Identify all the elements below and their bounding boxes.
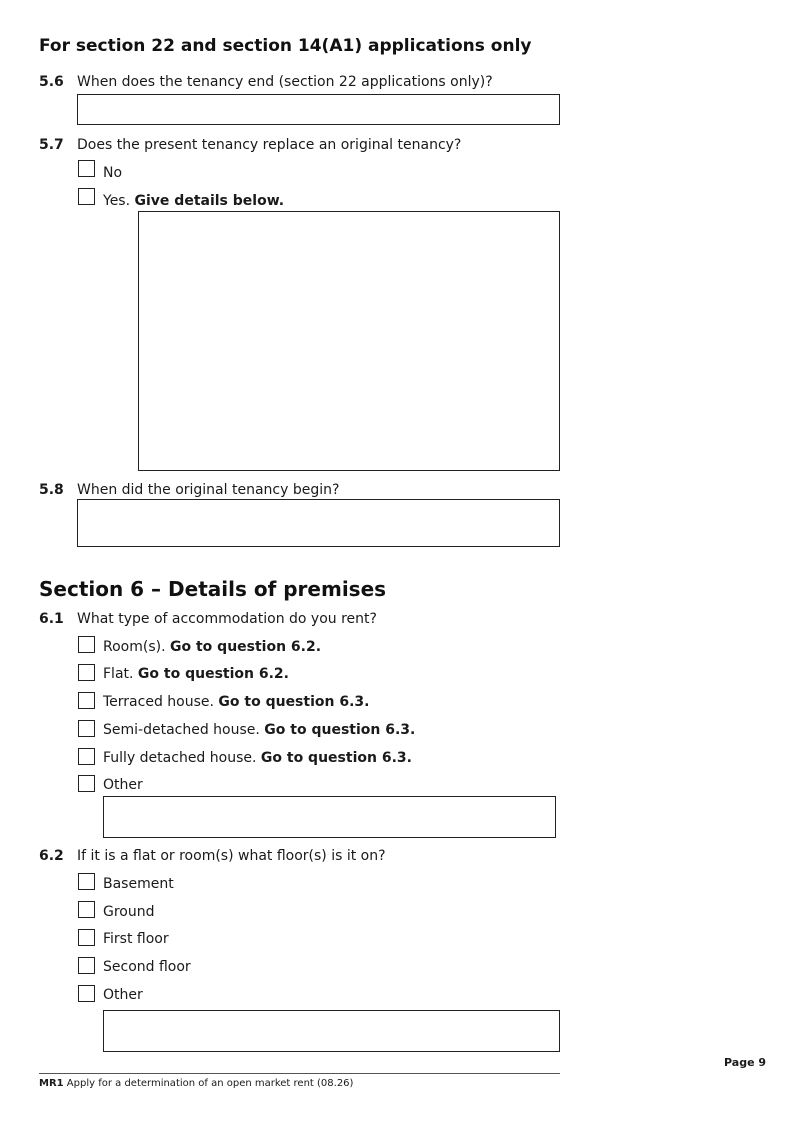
question-text-5-6: When does the tenancy end (section 22 applications only)? [77,74,493,90]
floor-other-checkbox[interactable] [78,985,95,1002]
floor-ground-checkbox[interactable] [78,901,95,918]
floor-second-label: Second floor [103,959,191,975]
accommodation-flat-label [103,666,289,682]
accommodation-rooms-label [103,639,321,655]
accommodation-other-label [103,777,143,793]
footer [39,1078,353,1089]
accommodation-semi-detached-label [103,722,415,738]
footer-form-code: MR1 [39,1078,64,1089]
option-label: Semi-detached house. [103,722,260,738]
question-text-5-7: Does the present tenancy replace an original tenancy? [77,137,462,153]
accommodation-flat-checkbox[interactable] [78,664,95,681]
accommodation-detached-label [103,750,412,766]
accommodation-other-checkbox[interactable] [78,775,95,792]
footer-form-title: Apply for a determination of an open market rent (08.26) [66,1078,354,1089]
question-number-6-1: 6.1 [39,611,64,627]
accommodation-terraced-checkbox[interactable] [78,692,95,709]
question-text-6-2: If it is a flat or room(s) what floor(s) is it on? [77,848,386,864]
tenancy-end-date-field[interactable] [77,94,560,125]
accommodation-rooms-checkbox[interactable] [78,636,95,653]
option-instruction: Go to question 6.2. [170,639,322,655]
original-tenancy-start-field[interactable] [77,499,560,547]
option-instruction: Go to question 6.3. [218,694,370,710]
subsection-heading: For section 22 and section 14(A1) applications only [39,36,532,56]
accommodation-detached-checkbox[interactable] [78,748,95,765]
accommodation-terraced-label [103,694,369,710]
question-number-5-8: 5.8 [39,482,64,498]
question-number-6-2: 6.2 [39,848,64,864]
option-label: Yes. [103,193,131,209]
option-label: No [103,165,123,181]
accommodation-semi-detached-checkbox[interactable] [78,720,95,737]
floor-other-field[interactable] [103,1010,560,1052]
option-instruction: Go to question 6.2. [137,666,289,682]
floor-first-label: First floor [103,931,169,947]
tenancy-details-textarea[interactable] [138,211,560,471]
option-instruction: Give details below. [134,193,285,209]
replace-tenancy-no-label [103,165,122,181]
replace-tenancy-yes-checkbox[interactable] [78,188,95,205]
option-instruction: Go to question 6.3. [264,722,416,738]
floor-ground-label: Ground [103,904,155,920]
replace-tenancy-no-checkbox[interactable] [78,160,95,177]
footer-divider [39,1073,560,1074]
page-number: Page 9 [724,1056,767,1069]
option-label: Terraced house. [103,694,214,710]
option-label: Flat. [103,666,134,682]
option-label: Room(s). [103,639,166,655]
floor-basement-label: Basement [103,876,174,892]
section-6-heading: Section 6 – Details of premises [39,577,387,601]
question-number-5-6: 5.6 [39,74,64,90]
question-text-5-8: When did the original tenancy begin? [77,482,340,498]
option-label: Other [103,777,143,793]
question-number-5-7: 5.7 [39,137,64,153]
floor-basement-checkbox[interactable] [78,873,95,890]
floor-other-label: Other [103,987,143,1003]
question-text-6-1: What type of accommodation do you rent? [77,611,377,627]
option-instruction: Go to question 6.3. [260,750,412,766]
floor-second-checkbox[interactable] [78,957,95,974]
option-label: Fully detached house. [103,750,257,766]
replace-tenancy-yes-label [103,193,284,209]
floor-first-checkbox[interactable] [78,929,95,946]
accommodation-other-field[interactable] [103,796,556,838]
